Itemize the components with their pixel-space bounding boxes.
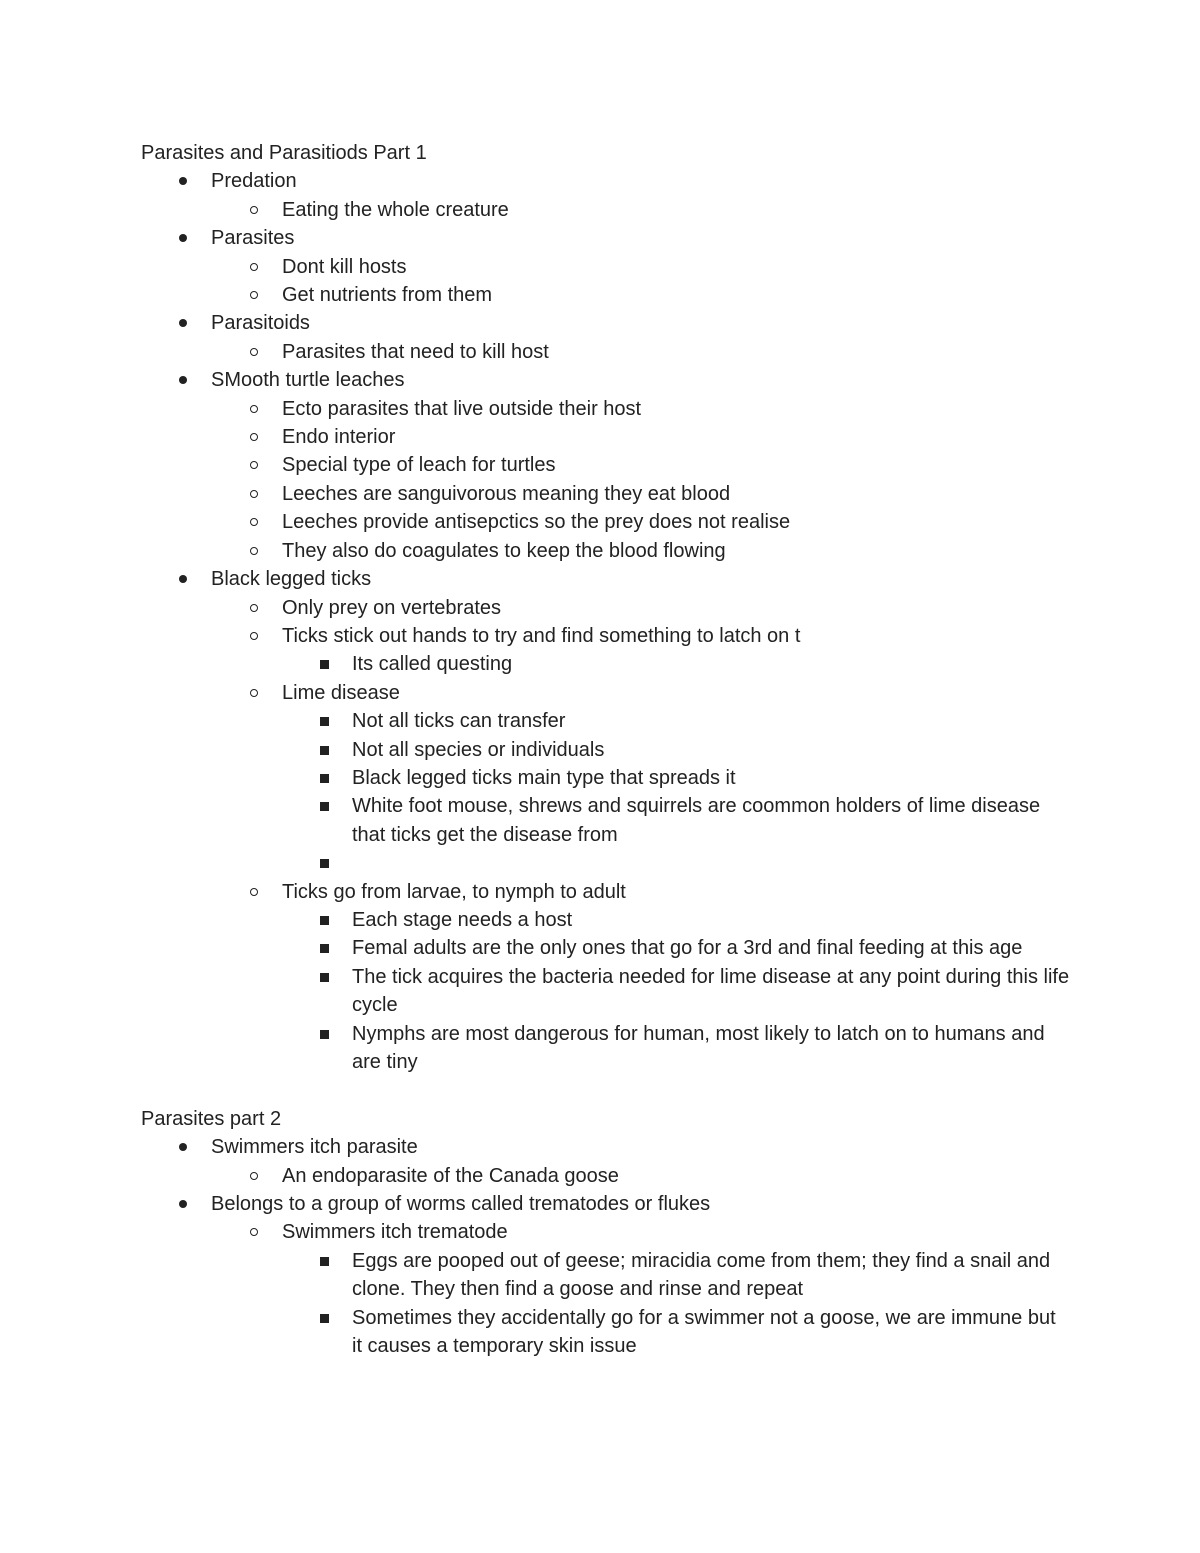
list-item-text: An endoparasite of the Canada goose bbox=[282, 1164, 619, 1187]
list-item-text: They also do coagulates to keep the blood flowing bbox=[282, 539, 726, 562]
list-item-text: Not all species or individuals bbox=[352, 738, 605, 761]
hollow-circle-bullet-icon bbox=[250, 433, 258, 441]
square-bullet-icon bbox=[320, 660, 329, 669]
list-item-text: Ticks stick out hands to try and find something to latch on t bbox=[282, 624, 801, 647]
list-item-text: White foot mouse, shrews and squirrels are coommon holders of lime disease that ticks get the disease from bbox=[352, 795, 1041, 846]
square-bullet-icon bbox=[320, 1257, 329, 1266]
hollow-circle-bullet-icon bbox=[250, 1172, 258, 1180]
document-page bbox=[141, 139, 1071, 1360]
hollow-circle-bullet-icon bbox=[250, 206, 258, 214]
list-item bbox=[141, 963, 1071, 1020]
list-item-text: The tick acquires the bacteria needed for lime disease at any point during this life cycle bbox=[352, 965, 1070, 1017]
list-item-text: Parasites bbox=[211, 227, 295, 250]
list-item-text: Eggs are pooped out of geese; miracidia come from them; they find a snail and clone. They then find a goose and rinse and repeat bbox=[352, 1249, 1051, 1301]
square-bullet-icon bbox=[320, 973, 329, 982]
list-item bbox=[141, 451, 1071, 479]
list-item-text: Swimmers itch parasite bbox=[211, 1136, 418, 1159]
hollow-circle-bullet-icon bbox=[250, 490, 258, 498]
list-item bbox=[141, 1218, 1071, 1246]
list-item-text: Its called questing bbox=[352, 653, 513, 676]
list-item-text: Femal adults are the only ones that go for a 3rd and final feeding at this age bbox=[352, 937, 1023, 960]
square-bullet-icon bbox=[320, 774, 329, 783]
list-item bbox=[141, 1304, 1071, 1361]
list-item-text: Black legged ticks main type that spreads it bbox=[352, 766, 736, 789]
list-item-text: Each stage needs a host bbox=[352, 908, 573, 931]
list-item bbox=[141, 224, 1071, 252]
filled-circle-bullet-icon bbox=[179, 1200, 187, 1208]
filled-circle-bullet-icon bbox=[179, 234, 187, 242]
list-item-text bbox=[352, 849, 1071, 877]
list-item-text: Black legged ticks bbox=[211, 568, 372, 591]
hollow-circle-bullet-icon bbox=[250, 604, 258, 612]
list-item bbox=[141, 1020, 1071, 1077]
list-item bbox=[141, 253, 1071, 281]
list-item-text: Special type of leach for turtles bbox=[282, 454, 556, 477]
hollow-circle-bullet-icon bbox=[250, 1228, 258, 1236]
hollow-circle-bullet-icon bbox=[250, 547, 258, 555]
hollow-circle-bullet-icon bbox=[250, 632, 258, 640]
list-item bbox=[141, 849, 1071, 877]
list-item bbox=[141, 934, 1071, 962]
filled-circle-bullet-icon bbox=[179, 1143, 187, 1151]
filled-circle-bullet-icon bbox=[179, 376, 187, 384]
square-bullet-icon bbox=[320, 916, 329, 925]
list-item bbox=[141, 906, 1071, 934]
section-title: Parasites and Parasitiods Part 1 bbox=[141, 142, 427, 164]
section-1 bbox=[141, 139, 1071, 1076]
list-item bbox=[141, 1162, 1071, 1190]
hollow-circle-bullet-icon bbox=[250, 689, 258, 697]
list-item-text: Swimmers itch trematode bbox=[282, 1221, 508, 1244]
square-bullet-icon bbox=[320, 802, 329, 811]
filled-circle-bullet-icon bbox=[179, 319, 187, 327]
filled-circle-bullet-icon bbox=[179, 177, 187, 185]
section-title: Parasites part 2 bbox=[141, 1107, 282, 1130]
square-bullet-icon bbox=[320, 746, 329, 755]
section-2 bbox=[141, 1105, 1071, 1361]
list-item-text: Get nutrients from them bbox=[282, 284, 493, 307]
hollow-circle-bullet-icon bbox=[250, 348, 258, 356]
list-item-text: Belongs to a group of worms called trematodes or flukes bbox=[211, 1193, 711, 1215]
list-item-text: SMooth turtle leaches bbox=[211, 369, 405, 392]
hollow-circle-bullet-icon bbox=[250, 291, 258, 299]
list-item bbox=[141, 622, 1071, 650]
list-item bbox=[141, 196, 1071, 224]
hollow-circle-bullet-icon bbox=[250, 405, 258, 413]
list-item bbox=[141, 395, 1071, 423]
list-item bbox=[141, 309, 1071, 337]
list-item bbox=[141, 1247, 1071, 1304]
section-spacer bbox=[141, 1076, 1071, 1104]
filled-circle-bullet-icon bbox=[179, 575, 187, 583]
square-bullet-icon bbox=[320, 944, 329, 953]
list-item bbox=[141, 338, 1071, 366]
list-item-text: Leeches provide antisepctics so the prey does not realise bbox=[282, 511, 791, 534]
list-item bbox=[141, 508, 1071, 536]
hollow-circle-bullet-icon bbox=[250, 263, 258, 271]
list-item-text: Ticks go from larvae, to nymph to adult bbox=[282, 880, 626, 903]
list-item-text: Only prey on vertebrates bbox=[282, 596, 501, 619]
list-item bbox=[141, 167, 1071, 195]
list-item bbox=[141, 480, 1071, 508]
hollow-circle-bullet-icon bbox=[250, 461, 258, 469]
list-item-text: Lime disease bbox=[282, 681, 400, 704]
list-item bbox=[141, 764, 1071, 792]
square-bullet-icon bbox=[320, 717, 329, 726]
list-item-text: Endo interior bbox=[282, 426, 396, 449]
list-item bbox=[141, 650, 1071, 678]
list-item-text: Parasitoids bbox=[211, 312, 310, 335]
square-bullet-icon bbox=[320, 1030, 329, 1039]
list-item-text: Eating the whole creature bbox=[282, 198, 509, 221]
list-item-text: Parasites that need to kill host bbox=[282, 340, 549, 363]
list-item-text: Nymphs are most dangerous for human, most likely to latch on to humans and are tiny bbox=[352, 1022, 1045, 1073]
hollow-circle-bullet-icon bbox=[250, 518, 258, 526]
list-item bbox=[141, 792, 1071, 849]
list-item bbox=[141, 878, 1071, 906]
list-item bbox=[141, 1133, 1071, 1161]
square-bullet-icon bbox=[320, 1314, 329, 1323]
square-bullet-icon bbox=[320, 859, 329, 868]
list-item bbox=[141, 736, 1071, 764]
list-item-text: Ecto parasites that live outside their host bbox=[282, 397, 642, 420]
list-item bbox=[141, 1190, 1071, 1218]
list-item bbox=[141, 707, 1071, 735]
list-item bbox=[141, 281, 1071, 309]
bullet-list bbox=[141, 1133, 1071, 1360]
list-item bbox=[141, 594, 1071, 622]
list-item bbox=[141, 565, 1071, 593]
hollow-circle-bullet-icon bbox=[250, 888, 258, 896]
list-item bbox=[141, 366, 1071, 394]
list-item bbox=[141, 423, 1071, 451]
list-item-text: Not all ticks can transfer bbox=[352, 710, 566, 733]
list-item bbox=[141, 679, 1071, 707]
list-item-text: Sometimes they accidentally go for a swimmer not a goose, we are immune but it causes a temporary skin issue bbox=[352, 1306, 1056, 1358]
list-item-text: Leeches are sanguivorous meaning they eat blood bbox=[282, 482, 731, 505]
list-item-text: Predation bbox=[211, 170, 297, 193]
list-item bbox=[141, 537, 1071, 565]
list-item-text: Dont kill hosts bbox=[282, 255, 407, 278]
bullet-list bbox=[141, 167, 1071, 1076]
